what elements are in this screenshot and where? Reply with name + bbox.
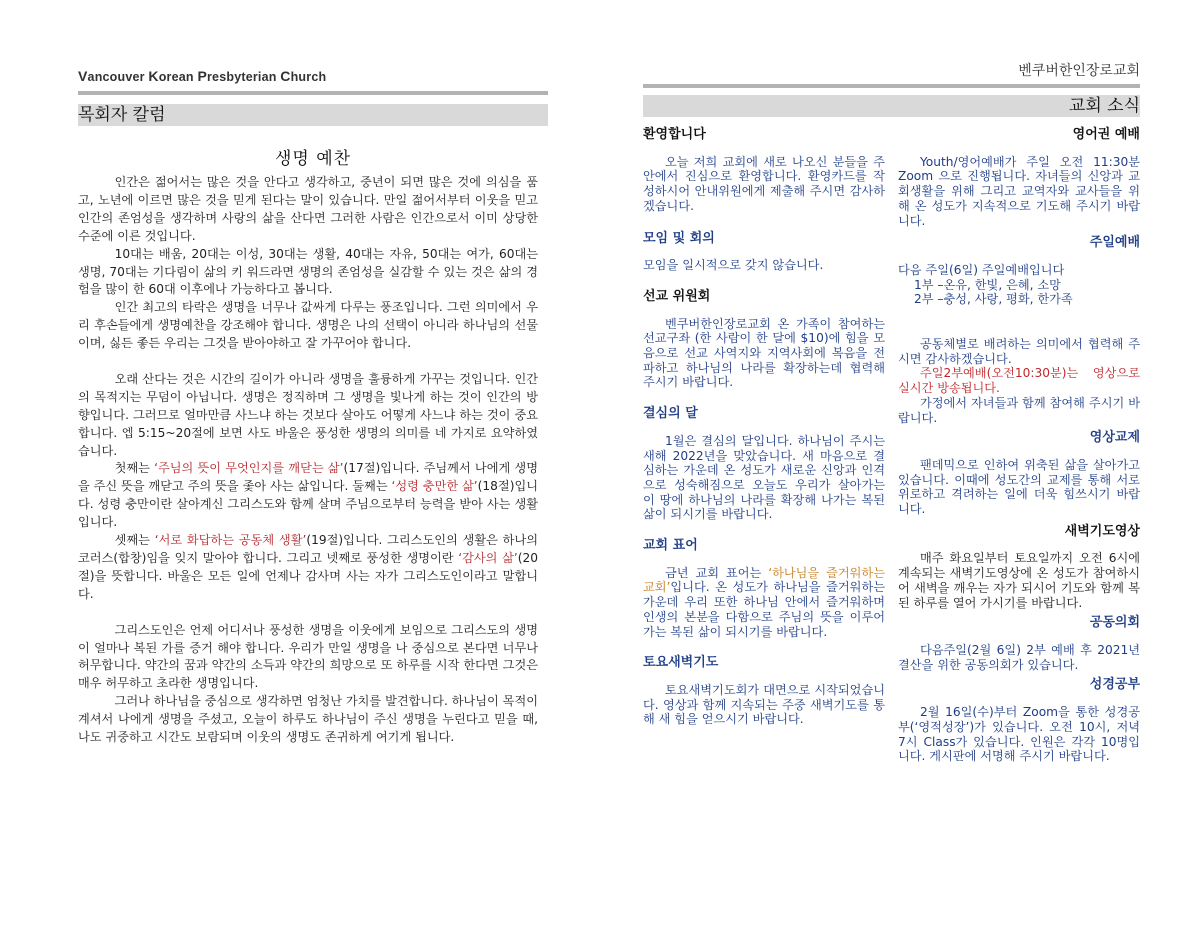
resolve-body: 1월은 결심의 달입니다. 하나님이 주시는 새해 2022년을 맞았습니다. 새 마음으로 결심하는 가운데 온 성도가 새로운 신앙과 인격으로 성숙해짐으로 오늘도 우리가 살아가는 이 땅에 하나님의 나라를 확장해 나가는 복된 삶이 되시기를 바랍니다. bbox=[643, 433, 885, 522]
sunday-family-note: 가정에서 자녀들과 함께 참여해 주시기 바랍니다. bbox=[898, 395, 1140, 425]
mission-title: 선교 위원회 bbox=[643, 288, 711, 304]
welcome-title: 환영합니다 bbox=[643, 127, 706, 142]
paragraph: 오래 산다는 것은 시간의 길이가 아니라 생명을 훌륭하게 가꾸는 것입니다. 인간의 목적지는 무덤이 아닙니다. 생명은 정직하며 그 생명을 빛나게 하는 것이 인간의 방향입니다. 그러므로 얼마만큼 사느냐 하는 것보다 살아도 어떻게 사느냐 하는 것이 중요합니다. 엡 5:15~20절에 보면 사도 바울은 풍성한 생명의 의미를 네 가지로 요약하였습니다. bbox=[78, 371, 538, 458]
english-service-title: 영어권 예배 bbox=[1072, 127, 1140, 142]
sunday-note: 공동체별로 배려하는 의미에서 협력해 주시면 감사하겠습니다. bbox=[898, 337, 1140, 366]
sunday-service-body: 다음 주일(6일) 주일예배입니다 bbox=[898, 262, 1065, 277]
english-service-body: Youth/영어예배가 주일 오전 11:30분 Zoom 으로 진행됩니다. 자녀들의 신앙과 교회생활을 위해 그리고 교역자와 교사들을 위해 온 성도가 지속적으로 기도해 주시기 바랍니다. bbox=[898, 154, 1140, 228]
church-name-korean: 벤쿠버한인장로교회 bbox=[1018, 63, 1140, 79]
video-fellowship-title: 영상교제 bbox=[1089, 430, 1140, 446]
welcome-body: 오늘 저희 교회에 새로 나오신 분들을 주 안에서 진심으로 환영합니다. 환영카드를 작성하시어 안내위원에게 제출해 주시면 감사하겠습니다. bbox=[643, 154, 885, 213]
section-band-pastor-column bbox=[78, 104, 548, 126]
saturday-prayer-section bbox=[643, 656, 885, 727]
paragraph: 그러나 하나님을 중심으로 생각하면 엄청난 가치를 발견합니다. 하나님이 목적이 계셔서 나에게 생명을 주셨고, 오늘이 하루도 하나님이 주신 생명을 누린다고 믿을 때, 나도 귀중하고 시간도 보람되며 이웃의 생명도 존귀하게 여기게 됩니다. bbox=[78, 694, 538, 745]
congregation-meeting-body: 다음주일(2월 6일) 2부 예배 후 2021년 결산을 위한 공동의회가 있습니다. bbox=[898, 642, 1140, 672]
paragraph: 인간은 젊어서는 많은 것을 안다고 생각하고, 중년이 되면 많은 것에 의심을 품고, 노년에 이르면 많은 것을 믿게 된다는 말이 있습니다. 만일 젊어서부터 이웃을 믿고 인간의 존엄성을 생각하며 사랑의 삶을 산다면 그러한 사람은 인간으로서 이미 상당한 수준에 이른 것입니다. bbox=[78, 175, 538, 243]
resolve-section bbox=[643, 407, 885, 522]
bible-study-title: 성경공부 bbox=[1089, 677, 1140, 693]
article-body bbox=[78, 174, 538, 747]
congregation-meeting-section bbox=[898, 616, 1140, 672]
video-fellowship-section bbox=[898, 431, 1140, 517]
section-title: 교회 소식 bbox=[1068, 96, 1140, 116]
news-column-right bbox=[898, 128, 1140, 764]
welcome-section bbox=[643, 128, 885, 214]
meeting-title: 모임 및 회의 bbox=[643, 230, 715, 246]
english-service-section bbox=[898, 128, 1140, 228]
sunday-group-1: 1부 –온유, 한빛, 은혜, 소망 bbox=[914, 277, 1061, 292]
news-column-left bbox=[643, 128, 885, 727]
section-title: 목회자 칼럼 bbox=[78, 105, 166, 125]
dawn-prayer-section bbox=[898, 525, 1140, 611]
motto-body: 금년 교회 표어는 ‘하나님을 즐거워하는 교회’입니다. 온 성도가 하나님을 즐거워하는 가운데 우리 또한 하나님 안에서 즐거워하며 인생의 본분을 다함으로 주님의 뜻을 이루어가는 복된 삶이 되시기를 바랍니다. bbox=[643, 565, 885, 639]
dawn-prayer-body: 매주 화요일부터 토요일까지 오전 6시에 계속되는 새벽기도영상에 온 성도가 참여하시어 새벽을 깨우는 자가 되시어 기도와 함께 복된 하루를 열어 가시기를 바랍니다. bbox=[898, 551, 1140, 610]
paragraph: 셋째는 ‘서로 화답하는 공동체 생활’(19절)입니다. 그리스도인의 생활은 하나의 코러스(합창)임을 잊지 말아야 합니다. 그리고 넷째로 풍성한 생명이란 ‘감사의 삶’(20절)을 뜻합니다. 바울은 모든 일에 언제나 감사며 사는 자가 그리스도인이라고 말합니다. bbox=[78, 533, 539, 601]
motto-section bbox=[643, 539, 885, 639]
paragraph: 첫째는 ‘주님의 뜻이 무엇인지를 깨닫는 삶’(17절)입니다. 주님께서 나에게 생명을 주신 뜻을 깨닫고 주의 뜻을 좇아 사는 삶입니다. 둘째는 ‘성령 충만한 삶’(18절)입니다. 성령 충만이란 살아계신 그리스도와 함께 살며 주님으로부터 능력을 받아 사는 생활입니다. bbox=[78, 461, 538, 530]
video-fellowship-body: 팬데믹으로 인하여 위축된 삶을 살아가고 있습니다. 이때에 성도간의 교제를 통해 서로 위로하고 격려하는 일에 더욱 힘쓰시기 바랍니다. bbox=[898, 457, 1140, 517]
article-title: 생명 예찬 bbox=[274, 149, 352, 169]
bible-study-body: 2월 16일(수)부터 Zoom을 통한 성경공부(‘영적성장’)가 있습니다. 오전 10시, 저녁 7시 Class가 있습니다. 인원은 각각 10명입니다. 게시판에 서명해 주시기 바랍니다. bbox=[898, 705, 1140, 764]
sunday-group-2: 2부 –충성, 사랑, 평화, 한가족 bbox=[914, 292, 1073, 307]
saturday-prayer-body: 토요새벽기도회가 대면으로 시작되었습니다. 영상과 함께 지속되는 주중 새벽기도를 통해 새 힘을 얻으시기 바랍니다. bbox=[643, 682, 885, 727]
mission-section bbox=[643, 290, 885, 390]
sunday-service-section bbox=[898, 236, 1140, 425]
mission-body: 벤쿠버한인장로교회 온 가족이 참여하는 선교구좌 (한 사람이 한 달에 $10)에 힘을 모음으로 선교 사역지와 지역사회에 복음을 전파하고 하나님의 나라를 확장하는데 협력해 주시기 바랍니다. bbox=[643, 316, 885, 390]
congregation-meeting-title: 공동의회 bbox=[1089, 615, 1140, 631]
motto-title: 교회 표어 bbox=[643, 538, 698, 554]
paragraph: 인간 최고의 타락은 생명을 너무나 값싸게 다루는 풍조입니다. 그런 의미에서 우리 후손들에게 생명예찬을 강조해야 합니다. 생명은 나의 선택이 아니라 하나님의 선물이며, 싫든 좋든 우리는 그것을 받아야하고 잘 가꾸어야 합니다. bbox=[78, 300, 538, 351]
sunday-broadcast-note: 주일2부예배(오전10:30분)는 영상으로 실시간 방송됩니다. bbox=[898, 366, 1140, 396]
sunday-service-title: 주일예배 bbox=[1089, 235, 1140, 251]
paragraph: 10대는 배움, 20대는 이성, 30대는 생활, 40대는 자유, 50대는 여가, 60대는 생명, 70대는 기다림이 삶의 키 워드라면 생명의 존엄성을 실감할 수 있는 것은 삶의 경험을 많이 한 60대 이후에나 가능하다고 봅니다. bbox=[78, 246, 538, 297]
paragraph: 그리스도인은 언제 어디서나 풍성한 생명을 이웃에게 보임으로 그리스도의 생명이 얼마나 복된 가를 증거 해야 합니다. 우리가 만일 생명을 나 중심으로 본다면 너무나 허무합니다. 약간의 꿈과 약간의 소득과 약간의 희망으로 또 하루를 시작 한다면 그것은 매우 허무하고 초라한 생명입니다. bbox=[78, 622, 538, 691]
header-rule bbox=[643, 84, 1140, 88]
section-band-church-news bbox=[643, 95, 1140, 117]
bible-study-section bbox=[898, 678, 1140, 764]
dawn-prayer-title: 새벽기도영상 bbox=[1064, 523, 1140, 539]
saturday-prayer-title: 토요새벽기도 bbox=[643, 655, 719, 671]
meeting-body: 모임을 일시적으로 갖지 않습니다. bbox=[643, 258, 824, 273]
resolve-title: 결심의 달 bbox=[643, 406, 698, 422]
meeting-section bbox=[643, 232, 885, 273]
header-rule bbox=[78, 91, 548, 95]
church-name-english: Vancouver Korean Presbyterian Church bbox=[78, 68, 327, 84]
